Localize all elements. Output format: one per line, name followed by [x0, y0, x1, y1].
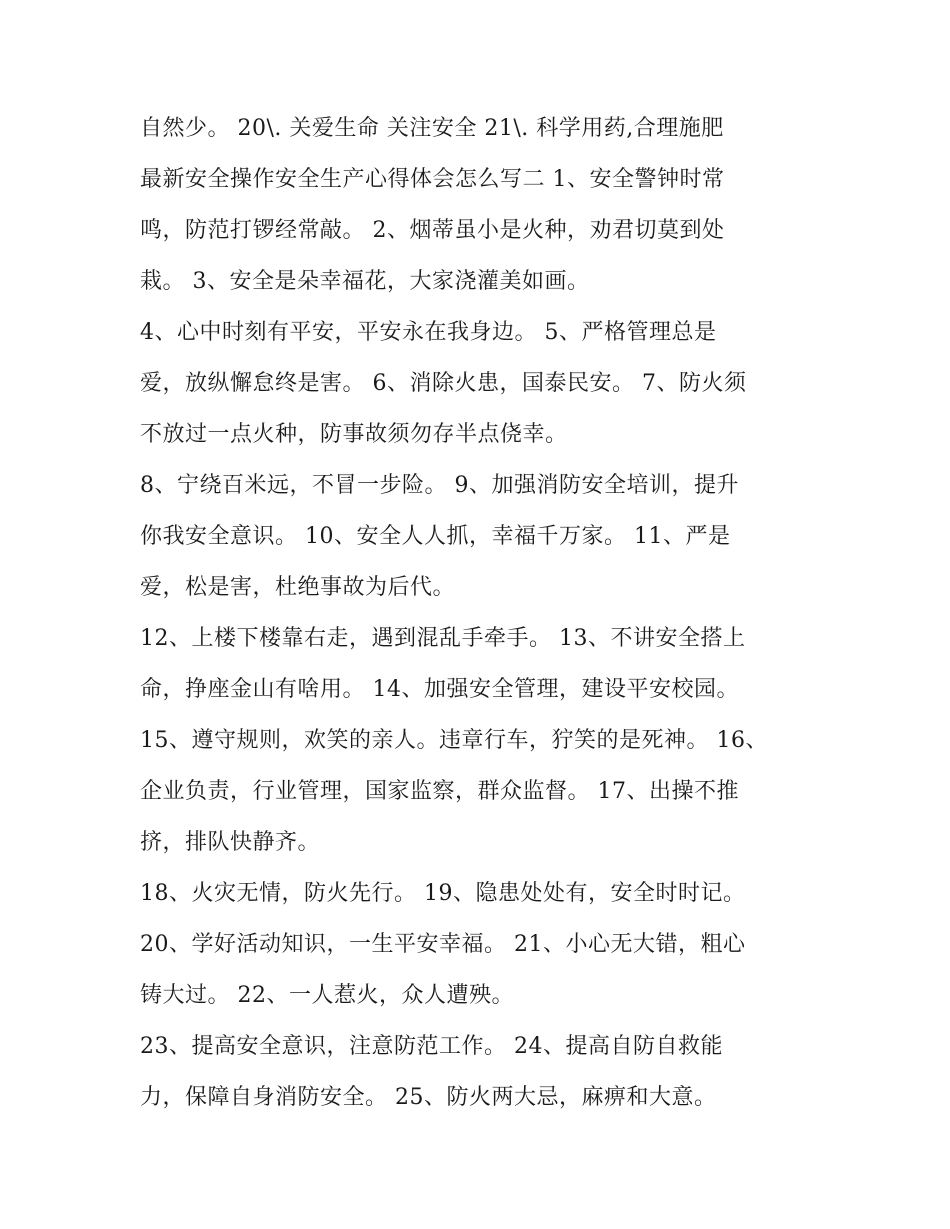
text-line: 挤，排队快静齐。 [140, 830, 321, 855]
text-line: 4、心中时刻有平安，平安永在我身边。 5、严格管理总是 [140, 320, 717, 345]
text-line: 不放过一点火种，防事故须勿存半点侥幸。 [140, 422, 568, 447]
text-line: 你我安全意识。 10、安全人人抓，幸福千万家。 11、严是 [140, 524, 731, 549]
text-line: 23、提高安全意识，注意防范工作。 24、提高自防自救能 [140, 1034, 723, 1059]
text-line: 自然少。 20\. 关爱生命 关注安全 21\. 科学用药,合理施肥 [140, 116, 724, 141]
text-line: 铸大过。 22、一人惹火，众人遭殃。 [140, 983, 514, 1008]
text-line: 鸣，防范打锣经常敲。 2、烟蒂虽小是火种，劝君切莫到处 [140, 218, 725, 243]
document-body [140, 103, 820, 1123]
text-line: 爱，松是害，杜绝事故为后代。 [140, 575, 456, 600]
text-line: 8、宁绕百米远，不冒一步险。 9、加强消防安全培训，提升 [140, 473, 739, 498]
text-line: 命，挣座金山有啥用。 14、加强安全管理，建设平安校园。 [140, 677, 739, 702]
text-line: 20、学好活动知识，一生平安幸福。 21、小心无大错，粗心 [140, 932, 746, 957]
text-line: 18、火灾无情，防火先行。 19、隐患处处有，安全时时记。 [140, 881, 746, 906]
text-line: 栽。 3、安全是朵幸福花，大家浇灌美如画。 [140, 269, 590, 294]
text-line: 最新安全操作安全生产心得体会怎么写二 1、安全警钟时常 [140, 167, 725, 192]
text-line: 力，保障自身消防安全。 25、防火两大忌，麻痹和大意。 [140, 1085, 717, 1110]
text-line: 企业负责，行业管理，国家监察，群众监督。 17、出操不推 [140, 779, 739, 804]
text-line: 12、上楼下楼靠右走，遇到混乱手牵手。 13、不讲安全搭上 [140, 626, 746, 651]
text-line: 爱，放纵懈怠终是害。 6、消除火患，国泰民安。 7、防火须 [140, 371, 747, 396]
text-line: 15、遵守规则，欢笑的亲人。违章行车，狞笑的是死神。 16、 [140, 728, 768, 753]
